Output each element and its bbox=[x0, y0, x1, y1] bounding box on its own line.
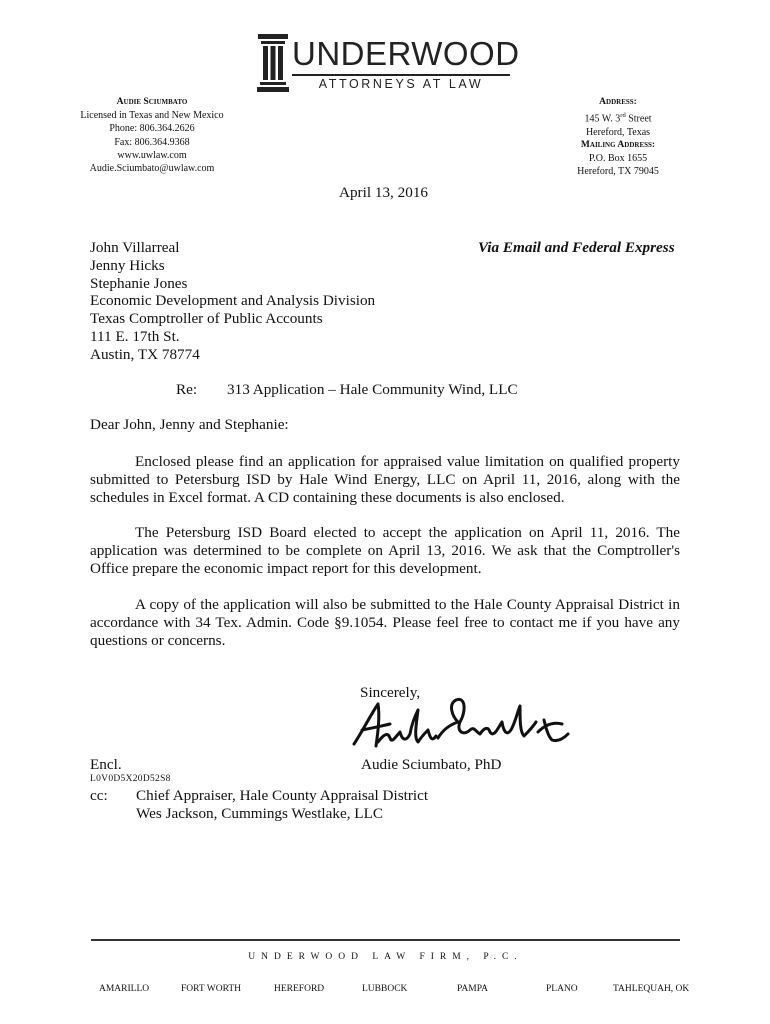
body-paragraph bbox=[90, 453, 680, 507]
body-paragraph bbox=[90, 524, 680, 578]
logo-column-icon bbox=[256, 34, 290, 92]
mailing-address-label: Mailing Address: bbox=[580, 139, 656, 150]
footer-city: AMARILLO bbox=[99, 984, 150, 994]
attorney-name: Audie Sciumbato bbox=[116, 97, 188, 107]
recipient-line: John Villarreal bbox=[90, 239, 180, 256]
body-paragraph bbox=[90, 596, 680, 650]
address-street bbox=[548, 109, 688, 126]
footer-rule bbox=[91, 939, 680, 941]
footer-city: PAMPA bbox=[457, 984, 488, 994]
handwritten-signature bbox=[348, 692, 572, 762]
recipient-line: Jenny Hicks bbox=[90, 256, 165, 274]
mailing-city: Hereford, TX 79045 bbox=[577, 166, 659, 178]
logo-firm-name: UNDERWOOD bbox=[292, 35, 520, 72]
enclosure-note: Encl. bbox=[90, 756, 122, 773]
recipient-line: Stephanie Jones bbox=[90, 274, 188, 292]
address-city: Hereford, Texas bbox=[585, 126, 651, 138]
attorney-license: Licensed in Texas and New Mexico bbox=[80, 110, 224, 122]
attorney-fax: Fax: 806.364.9368 bbox=[114, 136, 190, 148]
signer-name: Audie Sciumbato, PhD bbox=[361, 756, 502, 773]
recipient-block bbox=[90, 239, 375, 364]
paragraph-text: The Petersburg ISD Board elected to accept the application on April 11, 2016. The application was determined to be complete on April 13, 2016. We ask that the Comptroller's Office prepare the economic impact report for this development. bbox=[90, 524, 680, 577]
attorney-email: Audie.Sciumbato@uwlaw.com bbox=[89, 163, 215, 175]
paragraph-text: A copy of the application will also be submitted to the Hale County Appraisal District in accordance with 34 Tex. Admin. Code §9.1054. Please feel free to contact me if you have any questions or concerns. bbox=[90, 596, 680, 649]
footer-city: FORT WORTH bbox=[181, 984, 242, 994]
salutation: Dear John, Jenny and Stephanie: bbox=[90, 416, 289, 433]
street-number: 145 W. 3 bbox=[584, 113, 621, 125]
document-code: L0V0D5X20D52S8 bbox=[90, 774, 171, 784]
recipient-line: 111 E. 17th St. bbox=[90, 327, 180, 345]
footer-city: TAHLEQUAH, OK bbox=[613, 984, 690, 994]
re-label: Re: bbox=[176, 381, 198, 398]
firm-address bbox=[548, 96, 688, 179]
footer-city: HEREFORD bbox=[274, 984, 325, 994]
mailing-po-box: P.O. Box 1655 bbox=[588, 153, 648, 165]
cc-recipient: Chief Appraiser, Hale County Appraisal District bbox=[136, 787, 429, 804]
attorney-phone: Phone: 806.364.2626 bbox=[109, 123, 195, 135]
attorney-website: www.uwlaw.com bbox=[117, 149, 187, 161]
closing: Sincerely, bbox=[360, 684, 421, 701]
street-ordinal: rd bbox=[620, 112, 626, 120]
recipient-line: Economic Development and Analysis Division bbox=[90, 292, 376, 310]
footer-city: LUBBOCK bbox=[362, 984, 408, 994]
footer-firm-name: UNDERWOOD LAW FIRM, P.C. bbox=[248, 952, 523, 962]
attorney-info bbox=[62, 96, 242, 175]
logo-tagline: ATTORNEYS AT LAW bbox=[318, 77, 484, 91]
paragraph-text: Enclosed please find an application for appraised value limitation on qualified property submitted to Petersburg ISD by Hale Wind Energy, LLC on April 11, 2016, along with the schedules in Excel format. A CD containing these documents is also enclosed. bbox=[90, 453, 680, 506]
address-label: Address: bbox=[599, 97, 637, 107]
cc-recipient: Wes Jackson, Cummings Westlake, LLC bbox=[136, 805, 383, 822]
recipient-line: Austin, TX 78774 bbox=[90, 345, 200, 363]
street-name: Street bbox=[625, 113, 652, 125]
footer-city: PLANO bbox=[546, 984, 578, 994]
logo-rule bbox=[292, 74, 510, 76]
cc-label: cc: bbox=[90, 787, 108, 804]
cc-list bbox=[136, 787, 428, 823]
re-subject: 313 Application – Hale Community Wind, LLC bbox=[227, 381, 518, 398]
recipient-line: Texas Comptroller of Public Accounts bbox=[90, 310, 323, 328]
delivery-method: Via Email and Federal Express bbox=[478, 239, 675, 256]
letter-date: April 13, 2016 bbox=[339, 184, 429, 201]
